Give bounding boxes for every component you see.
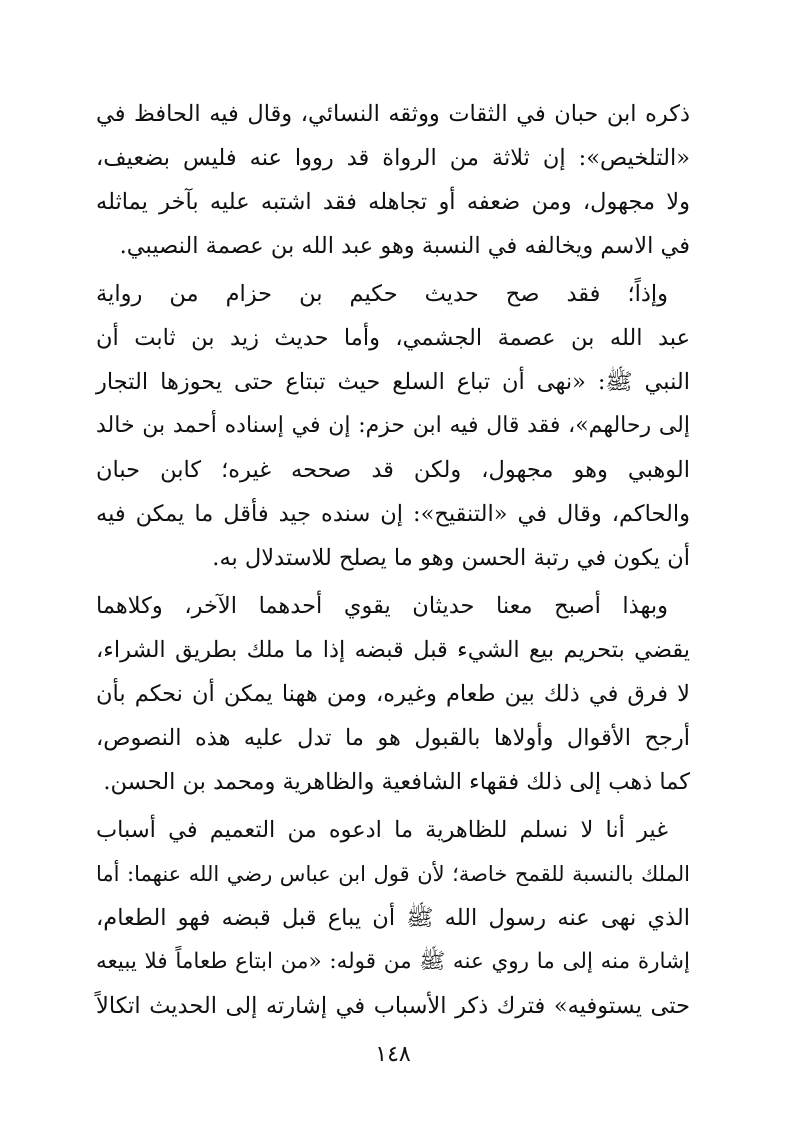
text-line: «التلخيص»: إن ثلاثة من الرواة قد رووا عنه فليس بضعيف،: [96, 145, 690, 171]
text-line: ولا مجهول، ومن ضعفه أو تجاهله فقد اشتبه عليه بآخر يماثله: [96, 189, 690, 215]
text-line: في الاسم ويخالفه في النسبة وهو عبد الله بن عصمة النصيبي.: [119, 233, 690, 259]
text-line: والحاكم، وقال في «التنقيح»: إن سنده جيد فأقل ما يمكن فيه: [96, 501, 690, 527]
text-line: الذي نهى عنه رسول الله ﷺ أن يباع قبل قبضه فهو الطعام،: [96, 905, 690, 931]
text-line: الوهبي وهو مجهول، ولكن قد صححه غيره؛ كابن حبان: [96, 457, 690, 483]
paragraph-3: [96, 584, 690, 804]
page-body: [96, 92, 690, 1028]
text-line: الملك بالنسبة للقمح خاصة؛ لأن قول ابن عباس رضي الله عنهما: أما: [96, 862, 690, 886]
paragraph-4: [96, 808, 690, 1028]
page-number: ١٤٨: [375, 1042, 411, 1067]
text-line: وإذاً؛ فقد صح حديث حكيم بن حزام من رواية: [96, 281, 668, 307]
text-line: عبد الله بن عصمة الجشمي، وأما حديث زيد بن ثابت أن: [96, 325, 690, 351]
paragraph-2: [96, 272, 690, 580]
text-line: كما ذهب إلى ذلك فقهاء الشافعية والظاهرية ومحمد بن الحسن.: [103, 769, 690, 795]
text-line: حتى يستوفيه» فترك ذكر الأسباب في إشارته إلى الحديث اتكالاً: [96, 993, 690, 1019]
text-line: النبي ﷺ: «نهى أن تباع السلع حيث تبتاع حتى يحوزها التجار: [96, 369, 690, 395]
text-line: يقضي بتحريم بيع الشيء قبل قبضه إذا ما ملك بطريق الشراء،: [96, 637, 690, 663]
text-line: إشارة منه إلى ما روي عنه ﷺ من قوله: «من ابتاع طعاماً فلا يبيعه: [96, 949, 690, 974]
text-line: ذكره ابن حبان في الثقات ووثقه النسائي، وقال فيه الحافظ في: [96, 101, 690, 127]
text-line: أن يكون في رتبة الحسن وهو ما يصلح للاستدلال به.: [212, 545, 690, 571]
paragraph-1: [96, 92, 690, 268]
text-line: غير أنا لا نسلم للظاهرية ما ادعوه من التعميم في أسباب: [96, 817, 668, 843]
text-line: لا فرق في ذلك بين طعام وغيره، ومن ههنا يمكن أن نحكم بأن: [96, 681, 690, 707]
text-line: أرجح الأقوال وأولاها بالقبول هو ما تدل عليه هذه النصوص،: [96, 725, 690, 751]
text-line: وبهذا أصبح معنا حديثان يقوي أحدهما الآخر، وكلاهما: [96, 593, 668, 619]
text-line: إلى رحالهم»، فقد قال فيه ابن حزم: إن في إسناده أحمد بن خالد: [96, 413, 690, 438]
